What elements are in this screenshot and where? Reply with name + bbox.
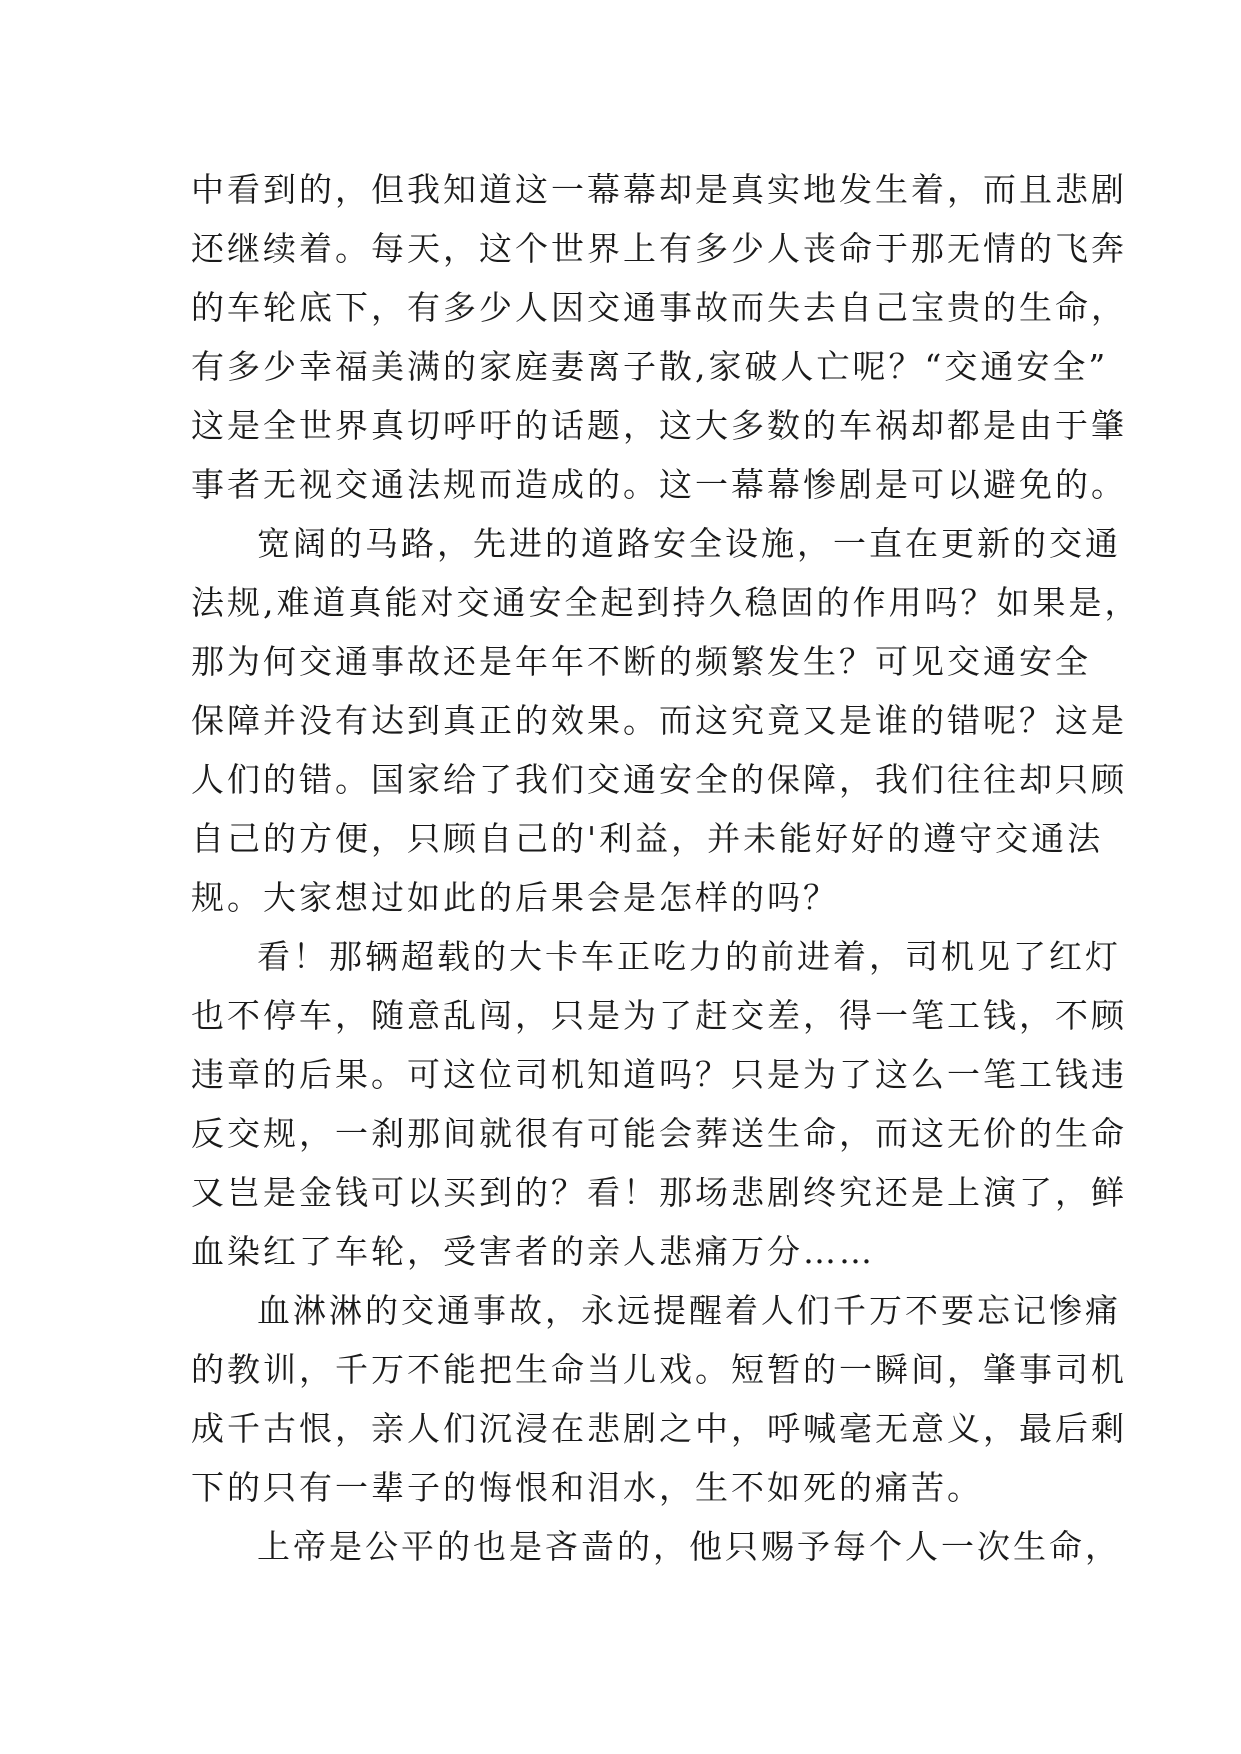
text-line: 自己的方便，只顾自己的'利益，并未能好好的遵守交通法 — [191, 819, 1104, 858]
text-line: 血染红了车轮，受害者的亲人悲痛万分…… — [191, 1232, 875, 1271]
text-line: 有多少幸福美满的家庭妻离子散,家破人亡呢？“交通安全” — [191, 347, 1109, 386]
text-line: 也不停车，随意乱闯，只是为了赶交差，得一笔工钱，不顾 — [191, 996, 1127, 1035]
text-line: 那为何交通事故还是年年不断的频繁发生？可见交通安全 — [191, 642, 1091, 681]
text-line: 的车轮底下，有多少人因交通事故而失去自己宝贵的生命， — [191, 288, 1127, 327]
text-line: 人们的错。国家给了我们交通安全的保障，我们往往却只顾 — [191, 760, 1127, 799]
text-line: 违章的后果。可这位司机知道吗？只是为了这么一笔工钱违 — [191, 1055, 1127, 1094]
text-line: 规。大家想过如此的后果会是怎样的吗？ — [191, 878, 839, 917]
text-line: 成千古恨，亲人们沉浸在悲剧之中，呼喊毫无意义，最后剩 — [191, 1409, 1127, 1448]
text-line: 又岂是金钱可以买到的？看！那场悲剧终究还是上演了，鲜 — [191, 1173, 1127, 1212]
article-body — [191, 160, 1141, 1576]
text-line: 事者无视交通法规而造成的。这一幕幕惨剧是可以避免的。 — [191, 465, 1127, 504]
text-line: 还继续着。每天，这个世界上有多少人丧命于那无情的飞奔 — [191, 229, 1127, 268]
paragraph-first-line: 看！那辆超载的大卡车正吃力的前进着，司机见了红灯 — [257, 937, 1121, 976]
text-line: 中看到的，但我知道这一幕幕却是真实地发生着，而且悲剧 — [191, 170, 1127, 209]
text-line: 的教训，千万不能把生命当儿戏。短暂的一瞬间，肇事司机 — [191, 1350, 1127, 1389]
paragraph-first-line: 宽阔的马路，先进的道路安全设施，一直在更新的交通 — [257, 524, 1121, 563]
text-line: 下的只有一辈子的悔恨和泪水，生不如死的痛苦。 — [191, 1468, 983, 1507]
text-line: 反交规，一刹那间就很有可能会葬送生命，而这无价的生命 — [191, 1114, 1127, 1153]
paragraph-first-line: 上帝是公平的也是吝啬的，他只赐予每个人一次生命， — [257, 1527, 1121, 1566]
text-line: 法规,难道真能对交通安全起到持久稳固的作用吗？如果是， — [191, 583, 1141, 622]
text-line: 保障并没有达到真正的效果。而这究竟又是谁的错呢？这是 — [191, 701, 1127, 740]
text-line: 这是全世界真切呼吁的话题，这大多数的车祸却都是由于肇 — [191, 406, 1127, 445]
paragraph-first-line: 血淋淋的交通事故，永远提醒着人们千万不要忘记惨痛 — [257, 1291, 1121, 1330]
